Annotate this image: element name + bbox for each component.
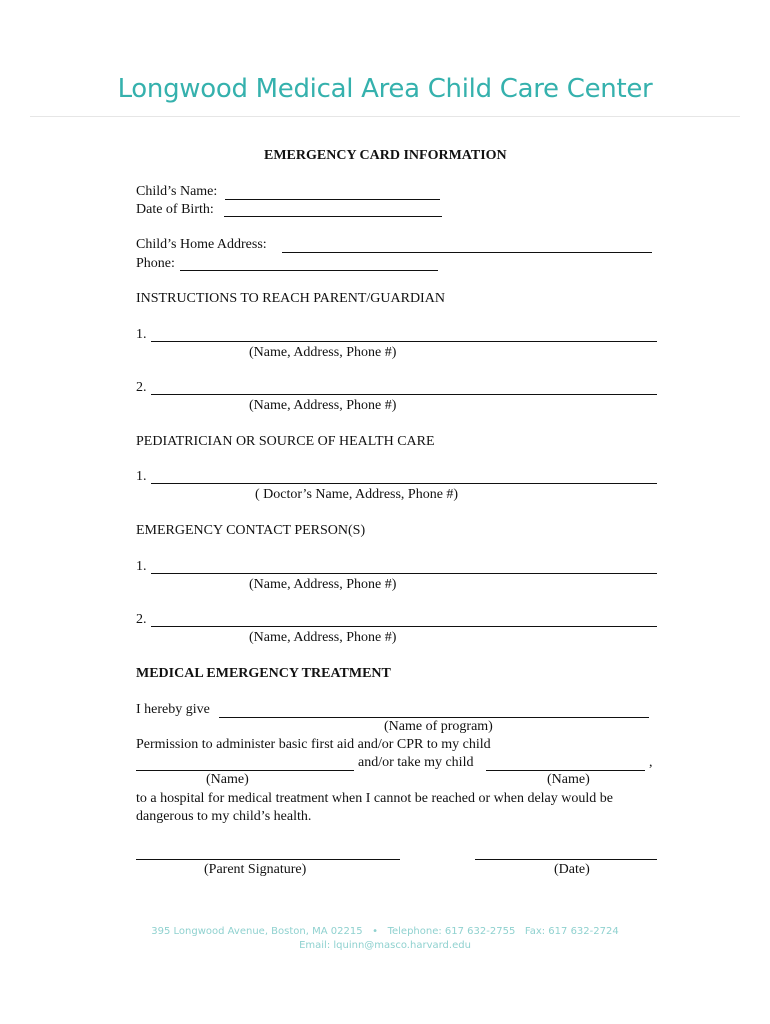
contact-2-line[interactable] [151,626,657,627]
doctor-1-line[interactable] [151,483,657,484]
parent-2-caption: (Name, Address, Phone #) [249,398,397,413]
date-line[interactable] [475,859,657,860]
parent-2-number: 2. [136,380,147,395]
emergency-section-heading: EMERGENCY CONTACT PERSON(S) [136,523,366,538]
phone-line[interactable] [180,270,438,271]
permission-text: Permission to administer basic first aid and/or CPR to my child [136,737,491,752]
home-address-line[interactable] [282,252,652,253]
parent-1-caption: (Name, Address, Phone #) [249,345,397,360]
program-name-caption: (Name of program) [384,719,493,734]
child-name-line-2[interactable] [486,770,645,771]
header-divider [30,116,740,117]
form-heading: EMERGENCY CARD INFORMATION [264,148,507,163]
parent-1-number: 1. [136,327,147,342]
medical-heading: MEDICAL EMERGENCY TREATMENT [136,666,391,681]
childs-name-label: Child’s Name: [136,184,218,199]
program-name-line[interactable] [219,717,649,718]
dangerous-text: dangerous to my child’s health. [136,809,312,824]
child-name-line-1[interactable] [136,770,354,771]
home-address-label: Child’s Home Address: [136,237,267,252]
footer-address: 395 Longwood Avenue, Boston, MA 02215 [151,926,363,937]
contact-1-line[interactable] [151,573,657,574]
comma: , [649,755,653,770]
footer-contact-line [0,926,770,937]
parent-signature-line[interactable] [136,859,400,860]
footer-email: Email: lquinn@masco.harvard.edu [299,940,471,951]
footer-fax: Fax: 617 632-2724 [524,926,619,937]
doctor-1-number: 1. [136,469,147,484]
parent-2-line[interactable] [151,394,657,395]
parent-section-heading: INSTRUCTIONS TO REACH PARENT/GUARDIAN [136,291,445,306]
child-name-caption-1: (Name) [206,772,249,787]
hereby-give-label: I hereby give [136,702,210,717]
hospital-text: to a hospital for medical treatment when I cannot be reached or when delay would be [136,791,613,806]
child-name-caption-2: (Name) [547,772,590,787]
date-of-birth-label: Date of Birth: [136,202,214,217]
contact-2-caption: (Name, Address, Phone #) [249,630,397,645]
contact-2-number: 2. [136,612,147,627]
date-caption: (Date) [554,862,590,877]
phone-label: Phone: [136,256,175,271]
footer-bullet: • [372,926,379,937]
footer-telephone: Telephone: 617 632-2755 [387,926,516,937]
childs-name-line[interactable] [225,199,440,200]
health-section-heading: PEDIATRICIAN OR SOURCE OF HEALTH CARE [136,434,435,449]
parent-1-line[interactable] [151,341,657,342]
org-title: Longwood Medical Area Child Care Center [117,74,653,104]
date-of-birth-line[interactable] [224,216,442,217]
contact-1-caption: (Name, Address, Phone #) [249,577,397,592]
and-or-take-text: and/or take my child [358,755,474,770]
parent-signature-caption: (Parent Signature) [204,862,307,877]
contact-1-number: 1. [136,559,147,574]
doctor-1-caption: ( Doctor’s Name, Address, Phone #) [255,487,459,502]
